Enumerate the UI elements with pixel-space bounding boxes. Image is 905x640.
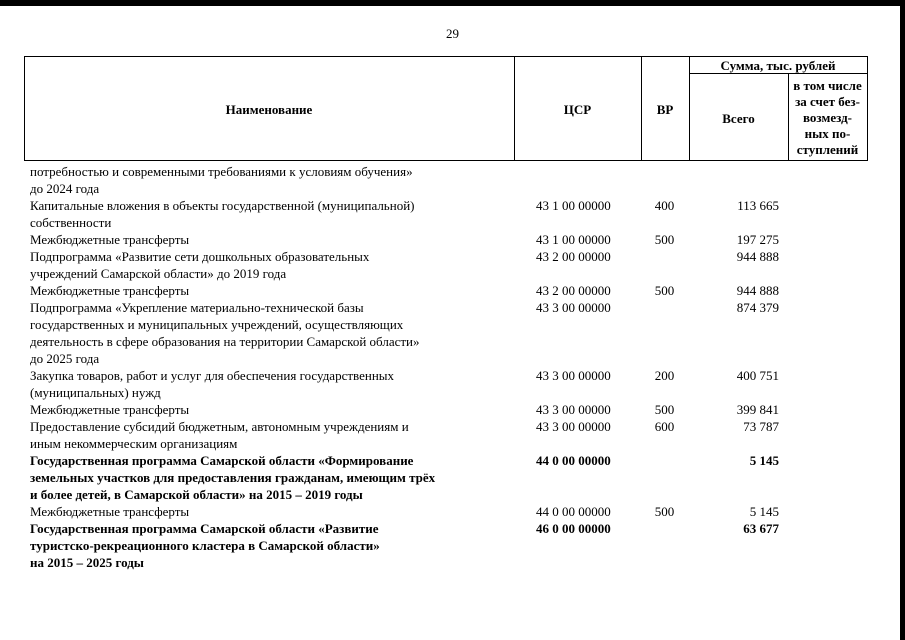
- table-row: [0, 418, 905, 452]
- table-row: [0, 299, 905, 367]
- row-name-line: Подпрограмма «Развитие сети дошкольных образовательных: [30, 249, 370, 264]
- table-row: [0, 452, 905, 503]
- page-number: 29: [446, 26, 459, 41]
- row-vr: [640, 248, 689, 282]
- row-name: [30, 299, 506, 367]
- header-incl-line: ных по-: [804, 126, 851, 141]
- row-name-line: земельных участков для предоставления гражданам, имеющим трёх: [30, 470, 436, 485]
- row-name: [30, 367, 506, 401]
- row-vr: 500: [654, 504, 675, 519]
- table-row: [0, 503, 905, 520]
- header-name: Наименование: [225, 102, 313, 117]
- row-total: 197 275: [736, 232, 779, 247]
- row-name: [30, 452, 506, 503]
- row-name-line: на 2015 – 2025 годы: [30, 555, 144, 570]
- row-total: 73 787: [743, 419, 779, 434]
- header-incl-line: в том числе: [793, 78, 862, 93]
- row-csr: 43 1 00 00000: [536, 198, 611, 213]
- table-row: [0, 401, 905, 418]
- row-total: 944 888: [736, 283, 779, 298]
- header-incl-line: за счет без-: [795, 94, 860, 109]
- header-incl: [788, 78, 867, 158]
- row-vr: [640, 299, 689, 367]
- row-total: [689, 163, 779, 197]
- row-incl: [779, 163, 859, 197]
- row-csr: 43 3 00 00000: [536, 402, 611, 417]
- table-header: [0, 0, 905, 170]
- table-row: [0, 520, 905, 571]
- row-csr: 44 0 00 00000: [536, 504, 611, 519]
- row-csr: 46 0 00 00000: [536, 521, 611, 536]
- row-csr: 44 0 00 00000: [536, 453, 611, 468]
- header-csr: ЦСР: [563, 102, 592, 117]
- row-name: [30, 401, 506, 418]
- row-name-line: Межбюджетные трансферты: [30, 504, 190, 519]
- row-name-line: Капитальные вложения в объекты государственной (муниципальной): [30, 198, 415, 213]
- row-incl: [779, 520, 859, 571]
- row-csr: [536, 163, 640, 197]
- header-top-rule: [24, 56, 867, 57]
- row-total: 113 665: [737, 198, 779, 213]
- row-incl: [779, 299, 859, 367]
- row-total: 5 145: [749, 504, 779, 519]
- row-total: 874 379: [736, 300, 779, 315]
- row-name: [30, 231, 506, 248]
- header-col-border: [867, 56, 868, 161]
- header-incl-line: ступлений: [796, 142, 859, 157]
- row-vr: 500: [654, 402, 675, 417]
- row-csr: 43 3 00 00000: [536, 300, 611, 315]
- row-name-line: Межбюджетные трансферты: [30, 232, 190, 247]
- row-name: [30, 520, 506, 571]
- row-vr: [640, 163, 689, 197]
- row-name-line: (муниципальных) нужд: [30, 385, 161, 400]
- row-incl: [779, 282, 859, 299]
- row-incl: [779, 197, 859, 231]
- row-name-line: Государственная программа Самарской области «Развитие: [30, 521, 379, 536]
- row-total: 400 751: [736, 368, 779, 383]
- row-incl: [779, 248, 859, 282]
- table-body: [0, 163, 905, 571]
- row-incl: [779, 367, 859, 401]
- table-row: [0, 197, 905, 231]
- table-row: [0, 282, 905, 299]
- row-vr: 200: [654, 368, 675, 383]
- row-csr: 43 2 00 00000: [536, 283, 611, 298]
- row-csr: 43 1 00 00000: [536, 232, 611, 247]
- header-incl-line: возмезд-: [803, 110, 852, 125]
- row-csr: 43 3 00 00000: [536, 419, 611, 434]
- table-row: [0, 367, 905, 401]
- row-name-line: государственных и муниципальных учреждений, осуществляющих: [30, 317, 404, 332]
- header-bottom-rule: [24, 160, 867, 161]
- row-incl: [779, 452, 859, 503]
- row-name-line: Межбюджетные трансферты: [30, 402, 190, 417]
- row-vr: [640, 520, 689, 571]
- header-total: Всего: [722, 111, 755, 126]
- row-name-line: до 2024 года: [30, 181, 100, 196]
- row-name-line: собственности: [30, 215, 112, 230]
- row-name-line: Предоставление субсидий бюджетным, автономным учреждениям и: [30, 419, 409, 434]
- row-name-line: Межбюджетные трансферты: [30, 283, 190, 298]
- row-vr: [640, 452, 689, 503]
- row-name: [30, 282, 506, 299]
- row-incl: [779, 418, 859, 452]
- row-incl: [779, 503, 859, 520]
- row-vr: 600: [654, 419, 675, 434]
- row-name: [30, 503, 506, 520]
- row-incl: [779, 401, 859, 418]
- row-name-line: и более детей, в Самарской области» на 2015 – 2019 годы: [30, 487, 363, 502]
- row-name-line: Закупка товаров, работ и услуг для обеспечения государственных: [30, 368, 395, 383]
- row-name: [30, 197, 506, 231]
- row-name: [30, 418, 506, 452]
- row-vr: 500: [654, 232, 675, 247]
- row-csr: 43 2 00 00000: [536, 249, 611, 264]
- table-row: [0, 163, 905, 197]
- row-name-line: Государственная программа Самарской области «Формирование: [30, 453, 414, 468]
- row-total: 399 841: [736, 402, 779, 417]
- table-row: [0, 231, 905, 248]
- row-name-line: потребностью и современными требованиями к условиям обучения»: [30, 164, 413, 179]
- row-vr: 400: [654, 198, 675, 213]
- row-name-line: туристско-рекреационного кластера в Самарской области»: [30, 538, 380, 553]
- row-incl: [779, 231, 859, 248]
- header-vr: ВР: [656, 102, 674, 117]
- row-csr: 43 3 00 00000: [536, 368, 611, 383]
- row-total: 63 677: [743, 521, 779, 536]
- row-name-line: Подпрограмма «Укрепление материально-технической базы: [30, 300, 364, 315]
- row-vr: 500: [654, 283, 675, 298]
- row-name: [30, 248, 506, 282]
- row-name-line: до 2025 года: [30, 351, 100, 366]
- row-name-line: иным некоммерческим организациям: [30, 436, 238, 451]
- row-name: [30, 163, 506, 197]
- table-row: [0, 248, 905, 282]
- row-name-line: деятельность в сфере образования на территории Самарской области»: [30, 334, 420, 349]
- header-sum: Сумма, тыс. рублей: [720, 58, 836, 73]
- row-name-line: учреждений Самарской области» до 2019 года: [30, 266, 287, 281]
- row-total: 944 888: [736, 249, 779, 264]
- row-total: 5 145: [749, 453, 779, 468]
